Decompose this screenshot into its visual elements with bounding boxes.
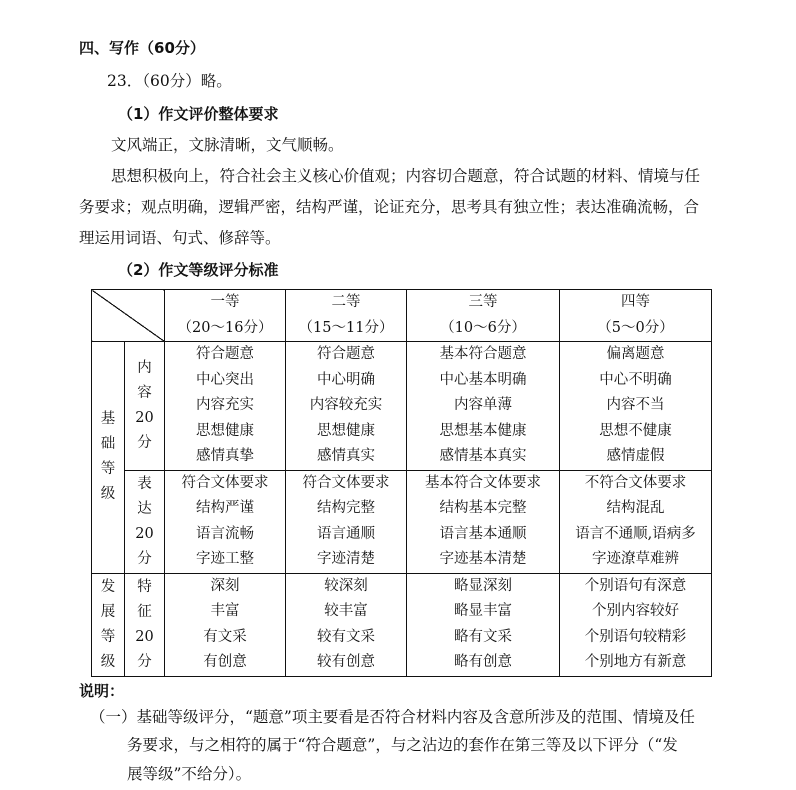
table-cell: 偏离题意 中心不明确 内容不当 思想不健康 感情虚假 <box>560 342 712 471</box>
paragraph-requirements-line-2: 务要求；观点明确，逻辑严密，结构严谨，论证充分，思考具有独立性；表达准确流畅，合 <box>79 198 700 216</box>
table-row-content <box>92 342 712 471</box>
note-1-line-3: 展等级”不给分）。 <box>127 765 252 783</box>
note-title: 说明： <box>79 682 125 700</box>
table-header-row <box>92 290 712 342</box>
grade-header: 二等 （15～11分） <box>286 290 407 342</box>
table-cell: 符合文体要求 结构完整 语言通顺 字迹清楚 <box>286 470 407 573</box>
table-cell: 基本符合文体要求 结构基本完整 语言基本通顺 字迹基本清楚 <box>407 470 560 573</box>
table-cell: 不符合文体要求 结构混乱 语言不通顺,语病多 字迹潦草难辨 <box>560 470 712 573</box>
grade-header: 四等 （5～0分） <box>560 290 712 342</box>
table-cell: 基本符合题意 中心基本明确 内容单薄 思想基本健康 感情基本真实 <box>407 342 560 471</box>
table-cell: 符合题意 中心突出 内容充实 思想健康 感情真挚 <box>165 342 286 471</box>
table-cell: 个别语句有深意 个别内容较好 个别语句较精彩 个别地方有新意 <box>560 573 712 676</box>
question-line: 23．（60分）略。 <box>107 72 232 90</box>
expression-score-label: 表 达 20 分 <box>125 470 165 573</box>
table-cell: 符合文体要求 结构严谨 语言流畅 字迹工整 <box>165 470 286 573</box>
table-row-features <box>92 573 712 676</box>
paragraph-requirements-line-1: 思想积极向上，符合社会主义核心价值观；内容切合题意，符合试题的材料、情境与任 <box>111 167 701 185</box>
table-cell: 略显深刻 略显丰富 略有文采 略有创意 <box>407 573 560 676</box>
grade-header: 三等 （10～6分） <box>407 290 560 342</box>
features-score-label: 特 征 20 分 <box>125 573 165 676</box>
subsection-2-title: （2）作文等级评分标准 <box>118 261 279 279</box>
grade-header: 一等 （20～16分） <box>165 290 286 342</box>
table-cell: 较深刻 较丰富 较有文采 较有创意 <box>286 573 407 676</box>
note-1-line-1: （一）基础等级评分，“题意”项主要看是否符合材料内容及含意所涉及的范围、情境及任 <box>90 708 695 726</box>
table-row-expression <box>92 470 712 573</box>
table-cell: 符合题意 中心明确 内容较充实 思想健康 感情真实 <box>286 342 407 471</box>
content-score-label: 内 容 20 分 <box>125 342 165 471</box>
table-cell: 深刻 丰富 有文采 有创意 <box>165 573 286 676</box>
section-title: 四、写作（60分） <box>79 39 205 57</box>
paragraph-style: 文风端正，文脉清晰，文气顺畅。 <box>111 136 344 154</box>
development-level-label: 发 展 等 级 <box>92 573 125 676</box>
subsection-1-title: （1）作文评价整体要求 <box>118 105 279 123</box>
grading-table <box>91 289 712 677</box>
note-1-line-2: 务要求，与之相符的属于“符合题意”，与之沾边的套作在第三等及以下评分（“发 <box>127 736 678 754</box>
header-diagonal-cell <box>92 290 165 342</box>
basic-level-label: 基 础 等 级 <box>92 342 125 574</box>
paragraph-requirements-line-3: 理运用词语、句式、修辞等。 <box>79 229 281 247</box>
